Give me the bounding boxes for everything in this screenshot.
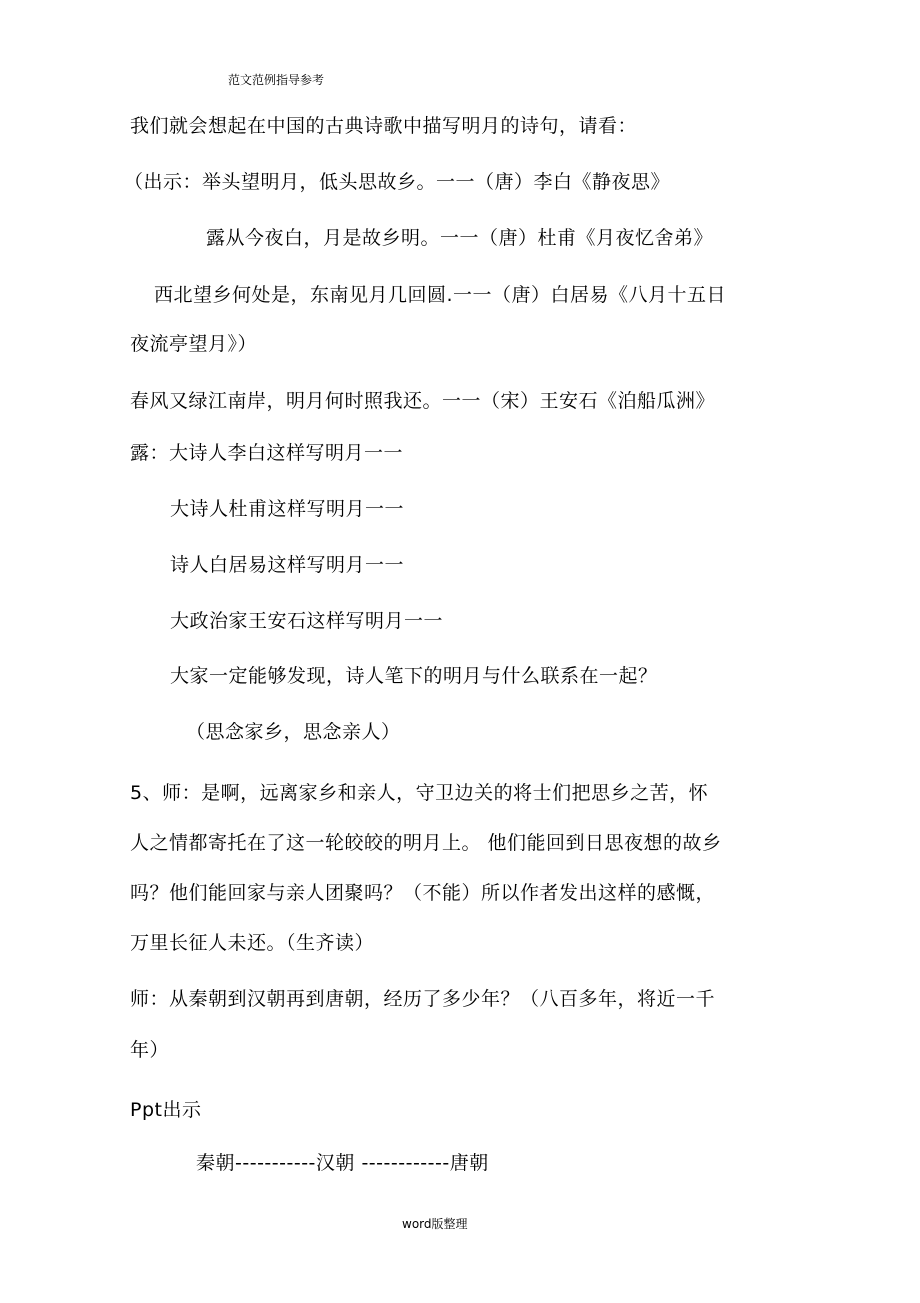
text-line-20: 秦朝-----------汉朝 ------------唐朝 [196,1152,489,1174]
text-line-16: 万里长征人未还。（生齐读） [130,932,375,954]
page-header: 范文范例指导参考 [228,73,325,87]
page-footer: word版整理 [402,1217,468,1231]
text-line-7: 露：大诗人李白这样写明月一一 [130,442,404,464]
text-line-12: （思念家乡，思念亲人） [186,721,401,743]
text-line-17: 师：从秦朝到汉朝再到唐朝，经历了多少年？（八百多年，将近一千 [130,988,716,1010]
text-line-14: 人之情都寄托在了这一轮皎皎的明月上。 他们能回到日思夜想的故乡 [130,832,722,854]
text-line-15: 吗？他们能回家与亲人团聚吗？（不能）所以作者发出这样的感慨， [130,882,716,904]
text-line-6: 春风又绿江南岸，明月何时照我还。一一（宋）王安石《泊船瓜洲》 [130,390,716,412]
text-line-3: 露从今夜白，月是故乡明。一一（唐）杜甫《月夜忆舍弟》 [206,227,714,249]
text-line-8: 大诗人杜甫这样写明月一一 [170,498,405,520]
text-line-9: 诗人白居易这样写明月一一 [170,554,405,576]
text-line-19: Ppt出示 [130,1099,202,1121]
text-line-1: 我们就会想起在中国的古典诗歌中描写明月的诗句，请看： [130,115,638,137]
text-line-4: 西北望乡何处是，东南见月几回圆.一一（唐）白居易《八月十五日 [154,284,727,306]
text-line-2: （出示：举头望明月，低头思故乡。一一（唐）李白《静夜思》 [124,171,671,193]
text-line-10: 大政治家王安石这样写明月一一 [170,610,444,632]
text-line-18: 年） [130,1039,170,1061]
text-line-13: 5、师：是啊，远离家乡和亲人，守卫边关的将士们把思乡之苦，怀 [130,782,709,804]
text-line-5: 夜流亭望月》） [130,333,258,355]
text-line-11: 大家一定能够发现，诗人笔下的明月与什么联系在一起？ [170,665,658,687]
